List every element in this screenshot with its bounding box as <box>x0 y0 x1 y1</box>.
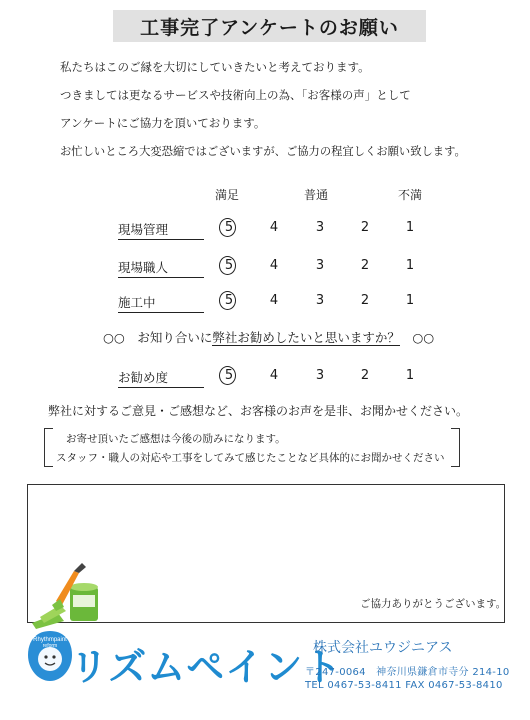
rhythmpaint-badge-icon <box>26 629 74 683</box>
company-address: 〒247-0064 神奈川県鎌倉市寺分 214-10 <box>305 667 510 678</box>
rating-option-row1-2[interactable]: 2 <box>360 220 370 235</box>
selected-circle <box>219 291 236 310</box>
brand-logo-text: リズムペイント <box>70 645 343 689</box>
company-contact: TEL 0467-53-8411 FAX 0467-53-8410 <box>305 680 503 691</box>
rating-option-row3-5[interactable]: 5 <box>219 293 239 308</box>
rating-option-row3-4[interactable]: 4 <box>269 293 279 308</box>
badge-top-text: Rhythmpaint <box>33 637 67 643</box>
rating-option-row2-2[interactable]: 2 <box>360 258 370 273</box>
selected-circle <box>219 218 236 237</box>
rating-option-row1-5[interactable]: 5 <box>219 220 239 235</box>
rating-option-row2-3[interactable]: 3 <box>315 258 325 273</box>
selected-circle <box>219 366 236 385</box>
rating-label-row1: 現場管理 <box>118 220 204 240</box>
scale-header-mid: 普通 <box>304 188 329 202</box>
rating-option-row3-1[interactable]: 1 <box>405 293 415 308</box>
intro-line-1: 私たちはこのご縁を大切にしていきたいと考えております。 <box>60 60 370 74</box>
paint-bucket-icon <box>30 561 110 631</box>
note-line-1: お寄せ頂いたご感想は今後の励みになります。 <box>66 433 286 445</box>
scale-header-low: 不満 <box>398 188 423 202</box>
closing-thanks: ご協力ありがとうございます。 <box>360 598 507 610</box>
page-title: 工事完了アンケートのお願い <box>113 10 426 42</box>
rating-option-recommend-3[interactable]: 3 <box>315 368 325 383</box>
company-name: 株式会社ユウジニアス <box>313 640 453 656</box>
rating-option-row3-3[interactable]: 3 <box>315 293 325 308</box>
selected-circle <box>219 256 236 275</box>
rating-option-recommend-1[interactable]: 1 <box>405 368 415 383</box>
question-suffix: ○○ <box>399 330 435 345</box>
note-bracket-left <box>44 428 53 467</box>
rating-option-row1-4[interactable]: 4 <box>269 220 279 235</box>
rating-label-recommend: お勧め度 <box>118 368 204 388</box>
rating-option-recommend-2[interactable]: 2 <box>360 368 370 383</box>
question-prefix: ○○ お知り合いに <box>103 330 213 345</box>
rating-option-row2-1[interactable]: 1 <box>405 258 415 273</box>
rating-label-row3: 施工中 <box>118 293 204 313</box>
intro-line-2: つきましては更なるサービスや技術向上の為、「お客様の声」として <box>60 88 411 102</box>
note-line-2: スタッフ・職人の対応や工事をしてみて感じたことなど具体的にお聞かせください <box>56 452 445 464</box>
rating-option-recommend-5[interactable]: 5 <box>219 368 239 383</box>
rating-option-row1-3[interactable]: 3 <box>315 220 325 235</box>
intro-line-4: お忙しいところ大変恐縮ではございますが、ご協力の程宜しくお願い致します。 <box>60 145 466 158</box>
badge-bottom-text: reform <box>42 643 58 649</box>
question-underlined: 弊社お勧めしたいと思いますか？ <box>212 330 400 345</box>
scale-header-high: 満足 <box>215 188 240 202</box>
note-bracket-right <box>451 428 460 467</box>
rating-option-row2-5[interactable]: 5 <box>219 258 239 273</box>
recommend-question <box>103 328 434 346</box>
rating-option-recommend-4[interactable]: 4 <box>269 368 279 383</box>
rating-option-row3-2[interactable]: 2 <box>360 293 370 308</box>
comment-box[interactable] <box>27 484 505 623</box>
intro-line-3: アンケートにご協力を頂いております。 <box>60 116 266 130</box>
rating-label-row2: 現場職人 <box>118 258 204 278</box>
rating-option-row2-4[interactable]: 4 <box>269 258 279 273</box>
comment-request: 弊社に対するご意見・ご感想など、お客様のお声を是非、お聞かせください。 <box>48 404 469 418</box>
rating-option-row1-1[interactable]: 1 <box>405 220 415 235</box>
